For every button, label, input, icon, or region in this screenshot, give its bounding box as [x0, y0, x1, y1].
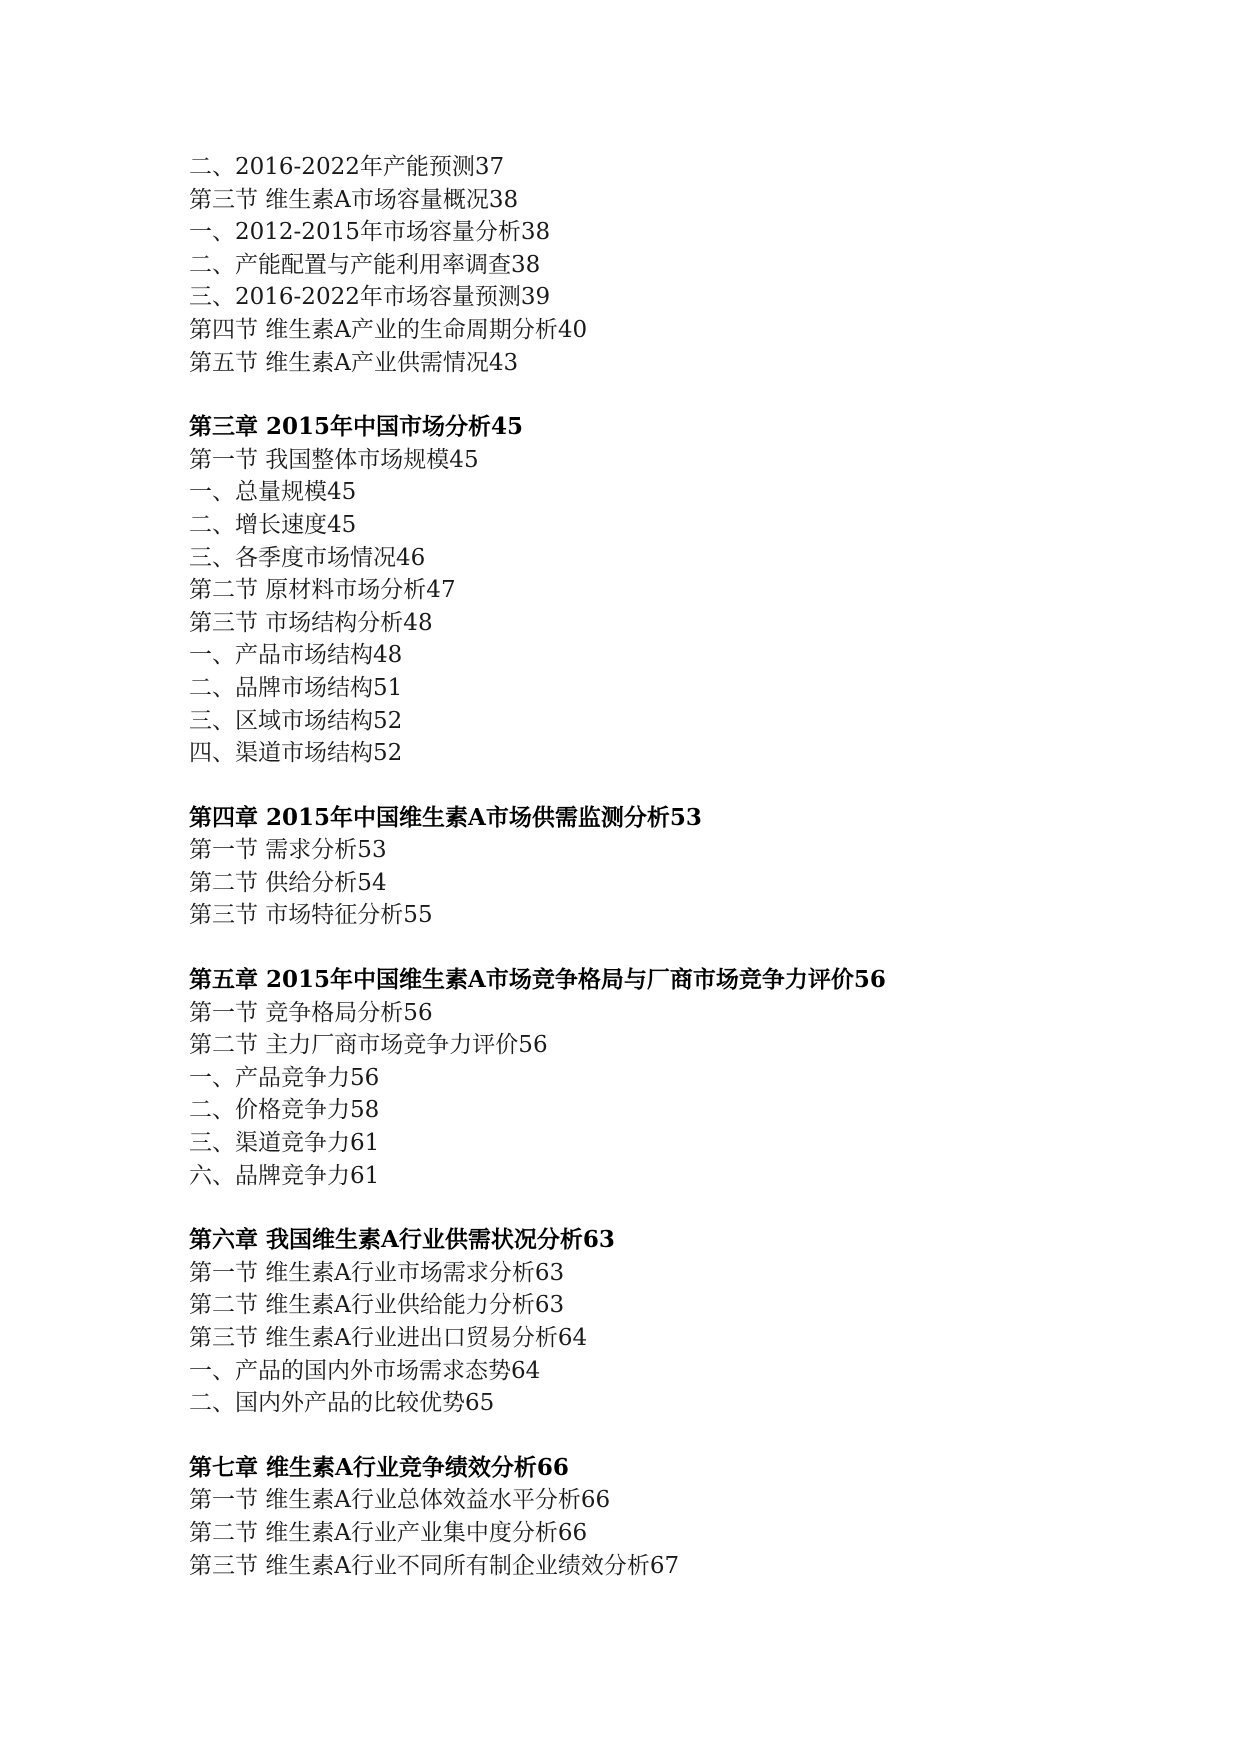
toc-entry[interactable]: 四、渠道市场结构52: [189, 740, 403, 767]
toc-entry[interactable]: 一、产品市场结构48: [189, 642, 403, 669]
toc-entry[interactable]: 三、2016-2022年市场容量预测39: [189, 284, 551, 311]
section-spacer: [189, 379, 1189, 411]
toc-chapter-heading[interactable]: 第四章 2015年中国维生素A市场供需监测分析53: [189, 803, 702, 831]
toc-entry[interactable]: 第一节 需求分析53: [189, 837, 387, 864]
toc-entry[interactable]: 第二节 维生素A行业产业集中度分析66: [189, 1519, 588, 1546]
toc-entry[interactable]: 第一节 我国整体市场规模45: [189, 446, 479, 473]
toc-entry[interactable]: 第四节 维生素A产业的生命周期分析40: [189, 316, 588, 343]
toc-chapter-heading[interactable]: 第五章 2015年中国维生素A市场竞争格局与厂商市场竞争力评价56: [189, 966, 886, 994]
toc-entry[interactable]: 二、品牌市场结构51: [189, 674, 403, 701]
toc-entry[interactable]: 第一节 维生素A行业市场需求分析63: [189, 1259, 565, 1286]
toc-entry[interactable]: 第三节 维生素A行业进出口贸易分析64: [189, 1325, 588, 1351]
toc-entry[interactable]: 三、区域市场结构52: [189, 707, 403, 734]
toc-entry[interactable]: 二、增长速度45: [189, 511, 357, 538]
toc-entry[interactable]: 三、各季度市场情况46: [189, 544, 426, 571]
section-spacer: [189, 1192, 1189, 1224]
table-of-contents: [189, 151, 1189, 1582]
toc-entry[interactable]: 六、品牌竞争力61: [189, 1162, 380, 1189]
toc-entry[interactable]: 二、2016-2022年产能预测37: [189, 154, 505, 180]
toc-entry[interactable]: 第三节 市场特征分析55: [189, 902, 433, 929]
toc-entry[interactable]: 第三节 市场结构分析48: [189, 609, 433, 636]
toc-entry[interactable]: 二、产能配置与产能利用率调查38: [189, 251, 541, 278]
toc-entry[interactable]: 第一节 竞争格局分析56: [189, 999, 433, 1026]
toc-entry[interactable]: 第二节 供给分析54: [189, 869, 387, 896]
toc-entry[interactable]: 第二节 主力厂商市场竞争力评价56: [189, 1032, 548, 1059]
toc-entry[interactable]: 一、2012-2015年市场容量分析38: [189, 219, 551, 246]
section-spacer: [189, 1420, 1189, 1452]
section-spacer: [189, 932, 1189, 964]
toc-chapter-heading[interactable]: 第三章 2015年中国市场分析45: [189, 413, 524, 441]
toc-entry[interactable]: 第三节 维生素A市场容量概况38: [189, 186, 519, 213]
toc-entry[interactable]: 二、价格竞争力58: [189, 1097, 380, 1124]
toc-entry[interactable]: 第三节 维生素A行业不同所有制企业绩效分析67: [189, 1552, 680, 1579]
toc-entry[interactable]: 第五节 维生素A产业供需情况43: [189, 349, 519, 376]
toc-entry[interactable]: 一、产品的国内外市场需求态势64: [189, 1357, 541, 1384]
toc-entry[interactable]: 一、产品竞争力56: [189, 1064, 380, 1091]
toc-entry[interactable]: 第二节 原材料市场分析47: [189, 577, 456, 604]
toc-entry[interactable]: 三、渠道竞争力61: [189, 1130, 380, 1157]
toc-entry[interactable]: 第二节 维生素A行业供给能力分析63: [189, 1292, 565, 1319]
toc-entry[interactable]: 一、总量规模45: [189, 479, 357, 506]
toc-chapter-heading[interactable]: 第七章 维生素A行业竞争绩效分析66: [189, 1453, 569, 1481]
toc-entry[interactable]: 二、国内外产品的比较优势65: [189, 1390, 495, 1417]
toc-entry[interactable]: 第一节 维生素A行业总体效益水平分析66: [189, 1487, 611, 1514]
toc-chapter-heading[interactable]: 第六章 我国维生素A行业供需状况分析63: [189, 1226, 615, 1254]
section-spacer: [189, 770, 1189, 802]
